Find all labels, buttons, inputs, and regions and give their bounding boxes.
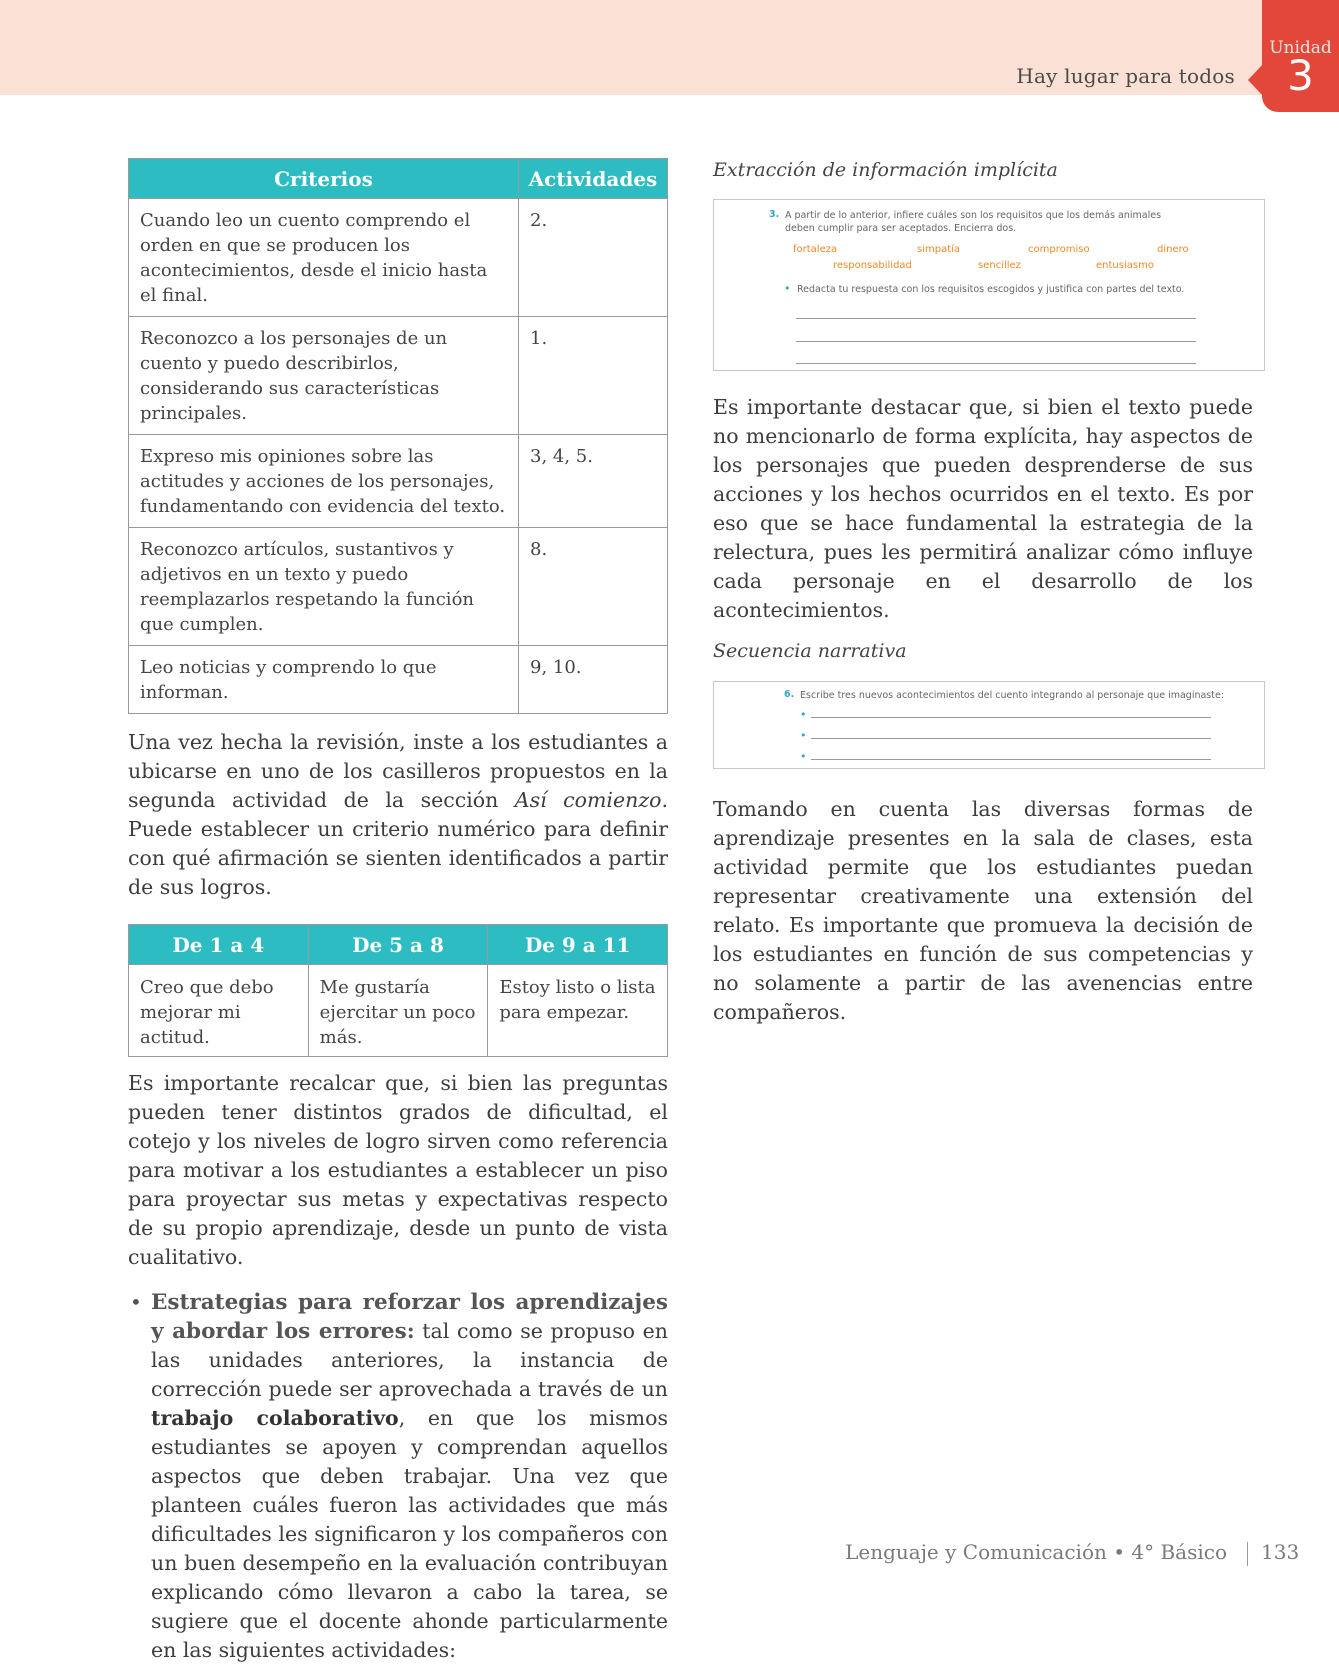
right-column <box>713 158 1253 1027</box>
activities-cell: 1. <box>519 317 668 435</box>
text-span: , en que los mismos estudiantes se apoyen y comprendan aquellos aspectos que deben trabajar. Una vez que planteen cuáles fueron las actividades que más dificultades les significaron y los compañeros con un buen desempeño en la evaluación contribuyan explicando cómo llevaron a cabo la tarea, se sugiere que el docente ahonde particularmente en las siguientes actividades: <box>151 1406 668 1662</box>
level-header: De 5 a 8 <box>308 925 488 965</box>
criteria-table <box>128 158 668 714</box>
criteria-cell: Cuando leo un cuento comprendo el orden en que se producen los acontecimientos, desde el inicio hasta el final. <box>129 199 519 317</box>
text-span: Una vez hecha la revisión, inste a los estudiantes a ubicarse en uno de los casilleros propuestos en la segunda actividad de la sección <box>128 730 668 812</box>
paragraph-destacar: Es importante destacar que, si bien el texto puede no mencionarlo de forma explícita, hay aspectos de los personajes que pueden desprenderse de sus acciones y los hechos ocurridos en el texto. Es por eso que se hace fundamental la estrategia de la relectura, pues les permitirá analizar cómo influye cada personaje en el desarrollo de los acontecimientos. <box>713 395 1253 622</box>
level-cell: Estoy listo o lista para empezar. <box>488 965 668 1057</box>
option-word: sencillez <box>978 260 1021 271</box>
answer-line <box>796 318 1196 319</box>
activities-cell: 9, 10. <box>519 646 668 714</box>
criteria-cell: Reconozco a los personajes de un cuento y puedo describirlos, considerando sus características principales. <box>129 317 519 435</box>
bullet-dot: • <box>130 1290 142 1314</box>
activities-cell: 8. <box>519 528 668 646</box>
unit-number: 3 <box>1287 51 1314 100</box>
text-span: . Puede establecer un criterio numérico para definir con qué afirmación se sienten identificados a partir de sus logros. <box>128 788 668 899</box>
question-text-line: A partir de lo anterior, infiere cuáles son los requisitos que los demás animales <box>785 210 1162 221</box>
option-word: dinero <box>1157 244 1189 255</box>
footer-divider <box>1247 1542 1248 1566</box>
criteria-header: Criterios <box>129 159 519 199</box>
question-text-line: deben cumplir para ser aceptados. Encierra dos. <box>785 223 1017 234</box>
table-row <box>129 965 668 1057</box>
left-column <box>128 158 668 1665</box>
activity-6-box <box>713 681 1265 769</box>
paragraph-revision <box>128 728 668 902</box>
activities-cell: 3, 4, 5. <box>519 435 668 528</box>
question-text: Escribe tres nuevos acontecimientos del cuento integrando al personaje que imaginaste: <box>800 690 1225 701</box>
unit-tab-arrow <box>1248 64 1263 96</box>
question-instruction: Redacta tu respuesta con los requisitos escogidos y justifica con partes del texto. <box>797 284 1185 295</box>
section-heading-implicit: Extracción de información implícita <box>713 159 1058 181</box>
unit-title: Hay lugar para todos <box>1016 64 1235 88</box>
answer-line <box>811 759 1211 760</box>
table-row <box>129 528 668 646</box>
table-row <box>129 435 668 528</box>
option-word: responsabilidad <box>833 260 912 271</box>
question-number: 6. <box>784 689 795 700</box>
option-word: compromiso <box>1028 244 1090 255</box>
level-cell: Me gustaría ejercitar un poco más. <box>308 965 488 1057</box>
paragraph-tomando: Tomando en cuenta las diversas formas de aprendizaje presentes en la sala de clases, esta actividad permite que los estudiantes puedan representar creativamente una extensión del relato. Es importante que promueva la decisión de los estudiantes en función de sus competencias y no solamente a partir de las avenencias entre compañeros. <box>713 797 1253 1024</box>
section-heading-sequence: Secuencia narrativa <box>713 640 907 662</box>
bold-term: trabajo colaborativo <box>151 1406 399 1430</box>
criteria-cell: Expreso mis opiniones sobre las actitudes y acciones de los personajes, fundamentando con evidencia del texto. <box>129 435 519 528</box>
section-name-italic: Así comienzo <box>514 788 662 812</box>
bullet-lead: Estrategias para reforzar los aprendizajes y abordar los errores: <box>151 1290 668 1344</box>
level-header: De 1 a 4 <box>129 925 309 965</box>
activities-cell: 2. <box>519 199 668 317</box>
level-cell: Creo que debo mejorar mi actitud. <box>129 965 309 1057</box>
page-footer <box>0 1540 1339 1570</box>
option-word: simpatía <box>917 244 961 255</box>
criteria-cell: Reconozco artículos, sustantivos y adjetivos en un texto y puedo reemplazarlos respetando la función que cumplen. <box>129 528 519 646</box>
table-row <box>129 199 668 317</box>
bullet-dot: • <box>800 750 807 763</box>
option-word: entusiasmo <box>1096 260 1154 271</box>
page-number: 133 <box>1261 1540 1300 1564</box>
criteria-cell: Leo noticias y comprendo lo que informan. <box>129 646 519 714</box>
answer-line <box>811 738 1211 739</box>
strategies-paragraph <box>151 1288 668 1665</box>
table-row <box>129 646 668 714</box>
levels-table <box>128 924 668 1057</box>
answer-line <box>796 363 1196 364</box>
bullet-dot: • <box>784 282 791 295</box>
text-span: tal como se propuso en las unidades anteriores, la instancia de corrección puede ser aprovechada a través de un <box>151 1319 668 1401</box>
activities-header: Actividades <box>519 159 668 199</box>
answer-line <box>811 717 1211 718</box>
level-header: De 9 a 11 <box>488 925 668 965</box>
option-word: fortaleza <box>793 244 838 255</box>
activity-3-box <box>713 199 1265 371</box>
unit-label: Unidad <box>1269 38 1332 58</box>
question-number: 3. <box>769 209 780 220</box>
strategies-bullet <box>128 1288 668 1665</box>
answer-line <box>796 341 1196 342</box>
bullet-dot: • <box>800 708 807 721</box>
footer-course: Lenguaje y Comunicación • 4° Básico <box>845 1540 1227 1564</box>
unit-tab <box>1262 0 1339 112</box>
paragraph-recalcar: Es importante recalcar que, si bien las preguntas pueden tener distintos grados de dificultad, el cotejo y los niveles de logro sirven como referencia para motivar a los estudiantes a establecer un piso para proyectar sus metas y expectativas respecto de su propio aprendizaje, desde un punto de vista cualitativo. <box>128 1071 668 1269</box>
bullet-dot: • <box>800 729 807 742</box>
table-row <box>129 317 668 435</box>
